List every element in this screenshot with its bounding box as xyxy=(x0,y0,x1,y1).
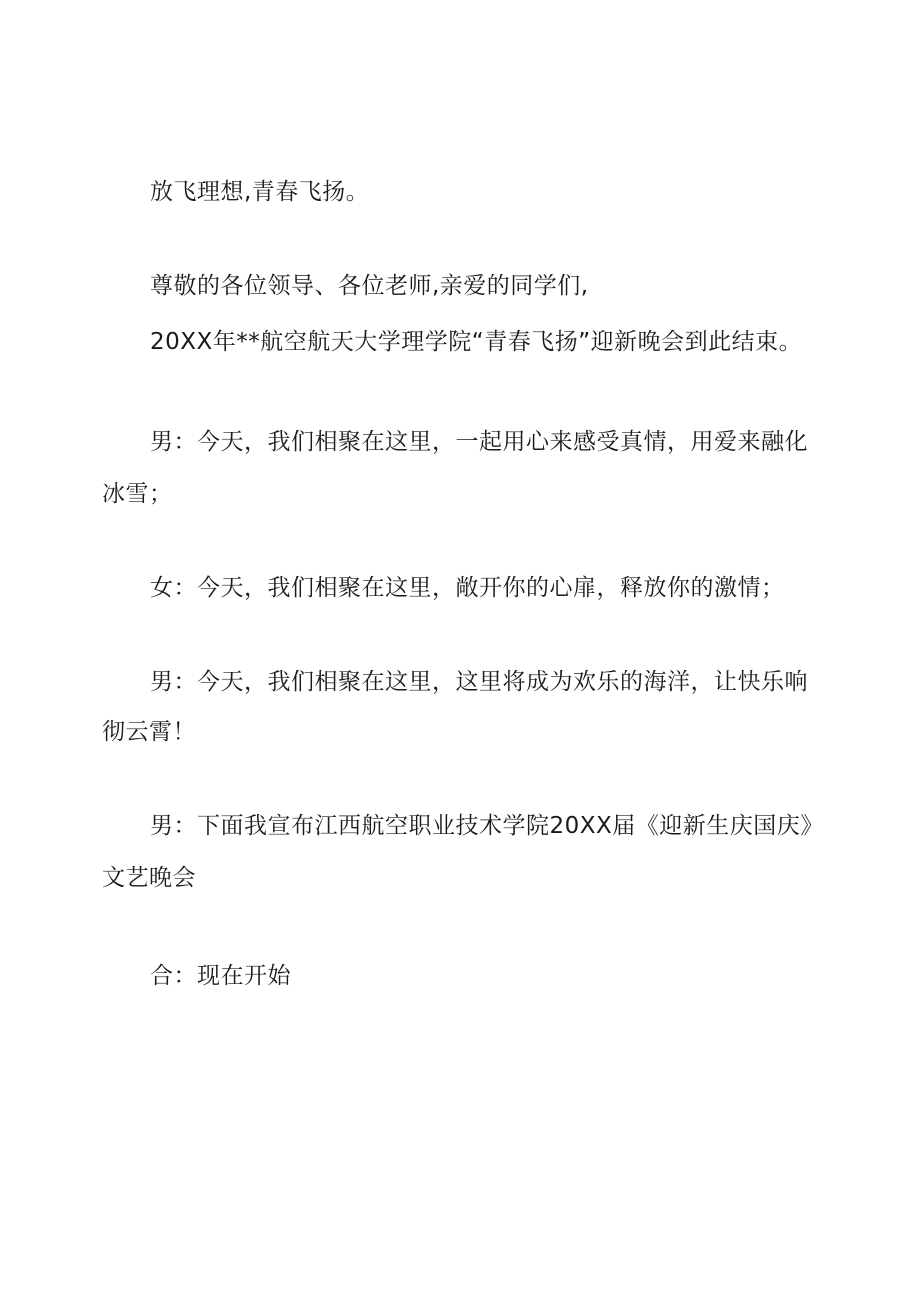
text-line-1: 放飞理想,青春飞扬。 xyxy=(150,179,370,205)
text-line-5: 冰雪； xyxy=(102,481,173,507)
text-line-10: 文艺晚会 xyxy=(102,865,196,891)
text-line-3: 20XX年**航空航天大学理学院“青春飞扬”迎新晚会到此结束。 xyxy=(150,329,803,355)
text-line-7: 男：今天，我们相聚在这里，这里将成为欢乐的海洋，让快乐响 xyxy=(150,669,808,695)
text-line-2: 尊敬的各位领导、各位老师,亲爱的同学们, xyxy=(150,273,589,299)
text-line-4: 男：今天，我们相聚在这里，一起用心来感受真情，用爱来融化 xyxy=(150,429,808,455)
text-line-6: 女：今天，我们相聚在这里，敞开你的心扉，释放你的激情； xyxy=(150,575,785,601)
text-line-9: 男：下面我宣布江西航空职业技术学院20XX届《迎新生庆国庆》 xyxy=(150,813,824,839)
text-line-11: 合：现在开始 xyxy=(150,963,291,989)
text-line-8: 彻云霄！ xyxy=(102,719,196,745)
